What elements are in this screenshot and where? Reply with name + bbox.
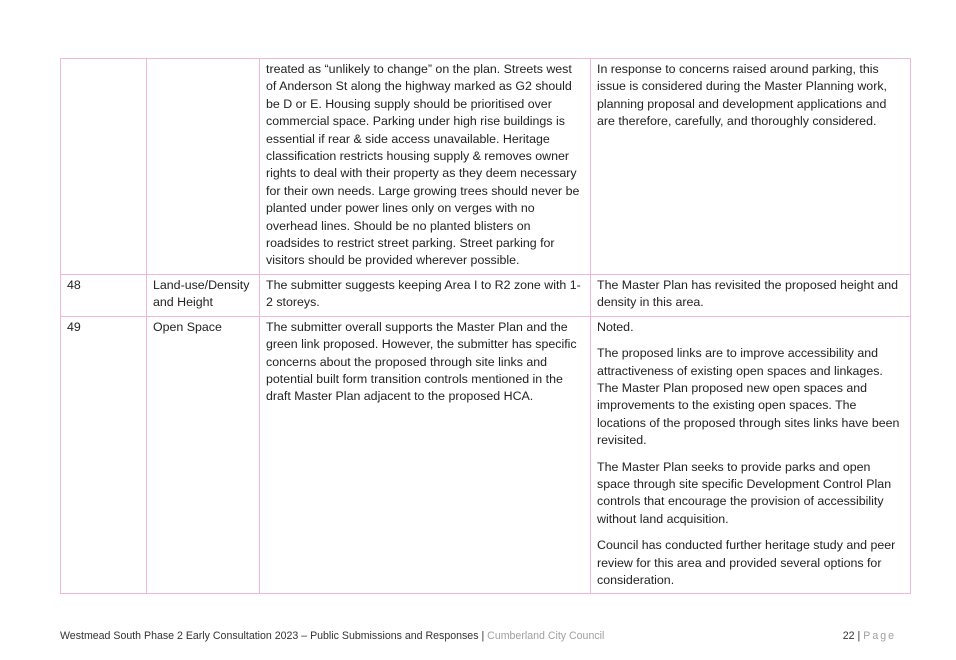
page-label: Page bbox=[863, 630, 896, 642]
response-cell bbox=[591, 59, 911, 275]
submission-id-cell: 49 bbox=[61, 316, 147, 594]
table-row bbox=[61, 59, 911, 275]
table-row bbox=[61, 316, 911, 594]
response-paragraph: Council has conducted further heritage study and peer review for this area and provided several options for consideration. bbox=[597, 538, 896, 587]
submission-id-cell bbox=[61, 59, 147, 275]
response-paragraph: Noted. bbox=[597, 319, 634, 334]
footer-separator: | bbox=[481, 630, 485, 642]
submission-id-cell: 48 bbox=[61, 274, 147, 316]
page-number-value: 22 bbox=[842, 630, 855, 642]
footer-organisation: Cumberland City Council bbox=[487, 630, 605, 642]
submission-cell: The submitter suggests keeping Area I to R2 zone with 1-2 storeys. bbox=[260, 274, 591, 316]
topic-cell: Land-use/Density and Height bbox=[147, 274, 260, 316]
response-paragraph: The Master Plan seeks to provide parks and open space through site specific Development Control Plan controls that encourage the provision of accessibility without land acquisition. bbox=[597, 459, 892, 526]
submissions-table bbox=[60, 58, 911, 594]
response-cell bbox=[591, 274, 911, 316]
footer-document-title: Westmead South Phase 2 Early Consultation 2023 – Public Submissions and Responses bbox=[60, 630, 479, 642]
page-footer bbox=[60, 630, 896, 642]
page-number-separator: | bbox=[857, 630, 861, 642]
response-paragraph: In response to concerns raised around parking, this issue is considered during the Master Planning work, planning proposal and development applications and are therefore, carefully, and thoroughly considered. bbox=[597, 62, 887, 129]
response-cell bbox=[591, 316, 911, 594]
response-paragraph: The Master Plan has revisited the proposed height and density in this area. bbox=[597, 277, 898, 310]
page-number bbox=[843, 630, 896, 642]
submission-cell: The submitter overall supports the Master Plan and the green link proposed. However, the submitter has specific concerns about the proposed through site links and potential built form transition controls mentioned in the draft Master Plan adjacent to the proposed HCA. bbox=[260, 316, 591, 594]
submission-cell: treated as “unlikely to change” on the plan. Streets west of Anderson St along the highway marked as G2 should be D or E. Housing supply should be prioritised over commercial space. Parking under high rise buildings is essential if rear & side access unavailable. Heritage classification restricts housing supply & removes owner rights to deal with their property as they deem necessary for their own needs. Large growing trees should never be planted under power lines only on verges with no overhead lines. Should be no planted blisters on roadsides to restrict street parking. Street parking for visitors should be provided wherever possible. bbox=[260, 59, 591, 275]
topic-cell bbox=[147, 59, 260, 275]
response-paragraph: The proposed links are to improve accessibility and attractiveness of existing open spaces and linkages. The Master Plan proposed new open spaces and improvements to the existing open spaces. The locations of the proposed through sites links have been revisited. bbox=[597, 346, 900, 448]
table-row bbox=[61, 274, 911, 316]
topic-cell: Open Space bbox=[147, 316, 260, 594]
